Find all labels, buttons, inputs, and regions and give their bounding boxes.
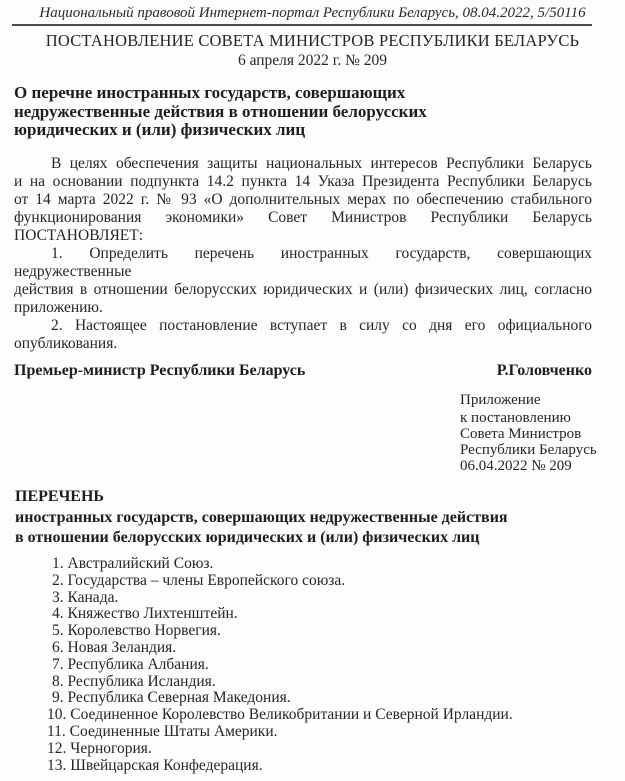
document-title-line: О перечне иностранных государств, совершающих — [14, 83, 406, 102]
body-paragraph-line: от 14 марта 2022 г. № 93 «О дополнительных мерах по обеспечению стабильного — [14, 190, 592, 208]
body-paragraph-line: функционирования экономики» Совет Министров Республики Беларусь — [14, 208, 592, 226]
body-paragraph-line: приложению. — [14, 298, 103, 316]
body-paragraph-line: опубликования. — [14, 334, 118, 352]
body-paragraph-line: действия в отношении белорусских юридических и (или) физических лиц, согласно — [14, 280, 592, 298]
document-title-line: недружественные действия в отношении белорусских — [14, 101, 427, 121]
appendix-line: Приложение — [460, 391, 541, 408]
appendix-line: к постановлению — [460, 410, 571, 427]
list-heading-line: ПЕРЕЧЕНЬ — [15, 488, 104, 506]
decree-body — [14, 155, 592, 353]
signature-title: Премьер-министр Республики Беларусь — [14, 361, 306, 379]
decree-heading: ПОСТАНОВЛЕНИЕ СОВЕТА МИНИСТРОВ РЕСПУБЛИКИ БЕЛАРУСЬ — [45, 31, 580, 50]
body-paragraph-line: и на основании подпункта 14.2 пункта 14 Указа Президента Республики Беларусь — [14, 172, 592, 190]
country-list-item: 9. Республика Северная Македония. — [52, 689, 291, 707]
country-list-item: 4. Княжество Лихтенштейн. — [52, 605, 238, 623]
country-list-item: 5. Королевство Норвегия. — [52, 622, 221, 640]
country-list-item: 8. Республика Исландия. — [52, 672, 216, 690]
country-list-item: 7. Республика Албания. — [52, 655, 209, 673]
list-heading — [15, 487, 585, 549]
list-heading-line: иностранных государств, совершающих недружественные действия — [15, 508, 508, 526]
country-list-item: 13. Швейцарская Конфедерация. — [47, 756, 263, 774]
appendix-line: Совета Министров — [460, 426, 582, 443]
body-paragraph-line: В целях обеспечения защиты национальных интересов Республики Беларусь — [51, 154, 592, 172]
body-paragraph-line: 2. Настоящее постановление вступает в силу со дня его официального — [51, 316, 592, 334]
country-list-item: 10. Соединенное Королевство Великобритании и Северной Ирландии. — [47, 706, 513, 724]
country-list-item: 11. Соединенные Штаты Америки. — [47, 722, 278, 740]
appendix-line: 06.04.2022 № 209 — [460, 457, 572, 474]
appendix-block — [460, 393, 625, 475]
country-list-item: 2. Государства – члены Европейского союза. — [52, 571, 346, 589]
list-heading-line: в отношении белорусских юридических и (или) физических лиц — [15, 529, 480, 547]
document-title — [14, 84, 565, 140]
country-list-item: 3. Канада. — [52, 588, 119, 606]
country-list — [0, 556, 625, 774]
country-list-item: 12. Черногория. — [47, 739, 152, 757]
body-paragraph-line: ПОСТАНОВЛЯЕТ: — [14, 226, 144, 244]
country-list-item: 1. Австралийский Союз. — [52, 554, 214, 572]
appendix-line: Республики Беларусь — [460, 441, 597, 458]
portal-header: Национальный правовой Интернет-портал Республики Беларусь, 08.04.2022, 5/50116 — [39, 5, 586, 21]
signature-name: Р.Головченко — [496, 361, 592, 379]
country-list-item: 6. Новая Зеландия. — [52, 638, 177, 656]
decree-date-line: 6 апреля 2022 г. № 209 — [237, 52, 388, 69]
header-rule-divider — [12, 24, 592, 26]
document-title-line: юридических и (или) физических лиц — [14, 120, 306, 139]
signature-row — [14, 362, 592, 380]
body-paragraph-line: 1. Определить перечень иностранных государств, совершающих недружественные — [14, 244, 592, 280]
